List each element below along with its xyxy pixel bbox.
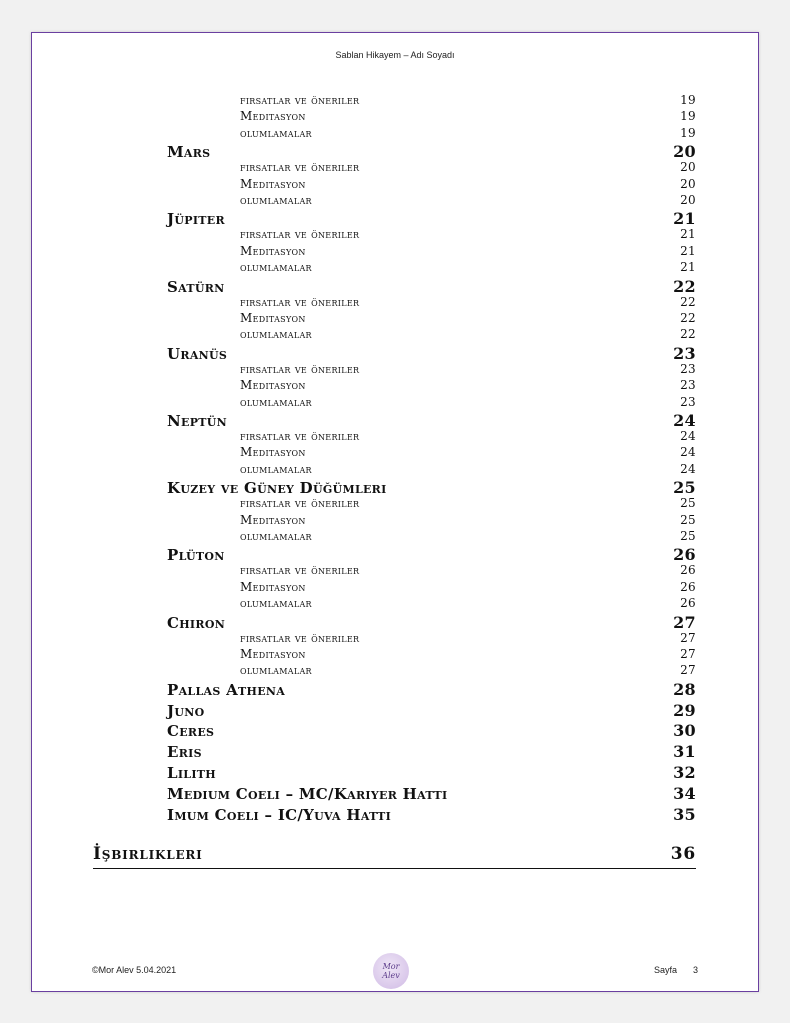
toc-entry[interactable] (240, 647, 696, 663)
toc-entry-label: olumlamalar (240, 394, 312, 409)
toc-entry-page: 22 (680, 327, 696, 342)
toc-entry-label: Pallas Athena (167, 680, 286, 699)
toc-entry[interactable] (240, 663, 696, 679)
toc-entry-label: Kuzey ve Güney Düğümleri (167, 479, 387, 498)
toc-entry[interactable] (167, 545, 696, 565)
toc-entry-page: 21 (673, 209, 696, 229)
toc-entry-page: 31 (673, 742, 696, 762)
toc-entry-label: Satürn (167, 277, 225, 296)
toc-entry[interactable] (167, 613, 696, 633)
toc-entry-page: 23 (673, 343, 696, 363)
mor-alev-logo (373, 953, 409, 989)
toc-entry-page: 26 (680, 596, 696, 611)
toc-entry-page: 29 (673, 700, 696, 720)
copyright-text: ©Mor Alev 5.04.2021 (92, 965, 177, 975)
toc-entry-label: olumlamalar (240, 461, 312, 476)
toc-entry-label: Ceres (167, 722, 215, 741)
toc-entry[interactable] (167, 701, 696, 721)
toc-entry[interactable] (240, 177, 696, 193)
toc-entry-page: 26 (673, 545, 696, 565)
toc-entry-label: olumlamalar (240, 596, 312, 611)
toc-entry-label: Meditasyon (240, 109, 306, 124)
toc-entry-page: 24 (680, 461, 696, 476)
toc-entry-page: 26 (680, 563, 696, 578)
toc-entry-label: olumlamalar (240, 125, 312, 140)
toc-entry[interactable] (240, 295, 696, 311)
toc-entry-page: 23 (680, 378, 696, 393)
toc-entry-label: fırsatlar ve öneriler (240, 93, 360, 107)
toc-entry[interactable] (240, 429, 696, 445)
toc-entry[interactable] (167, 411, 696, 431)
page-footer (32, 953, 758, 993)
toc-entry[interactable] (240, 227, 696, 243)
toc-entry-label: Plüton (167, 546, 225, 565)
toc-entry-page: 25 (680, 512, 696, 527)
toc-entry-page: 21 (680, 227, 696, 242)
toc-entry-label: İşbirlikleri (93, 844, 203, 865)
toc-entry-page: 27 (680, 630, 696, 645)
toc-entry[interactable] (167, 680, 696, 700)
toc-entry[interactable] (167, 277, 696, 297)
toc-entry-page: 22 (680, 311, 696, 325)
toc-entry-label: Eris (167, 743, 202, 762)
toc-entry[interactable] (167, 344, 696, 364)
toc-entry-label: olumlamalar (240, 529, 312, 543)
toc-entry-page: 25 (680, 496, 696, 511)
toc-entry-page: 19 (680, 109, 696, 124)
toc-entry[interactable] (240, 462, 696, 478)
toc-entry[interactable] (240, 362, 696, 378)
toc-entry-page: 30 (673, 721, 696, 741)
toc-entry-page: 19 (680, 93, 696, 107)
toc-entry[interactable] (240, 126, 696, 142)
toc-entry-label: Uranüs (167, 344, 228, 363)
toc-entry[interactable] (167, 763, 696, 783)
toc-entry[interactable] (93, 844, 696, 869)
toc-entry-label: Meditasyon (240, 176, 306, 191)
toc-entry[interactable] (240, 631, 696, 647)
page-label: Sayfa (653, 965, 677, 975)
toc-entry-label: Mars (167, 143, 211, 162)
toc-entry-page: 22 (673, 276, 696, 296)
toc-entry-page: 36 (670, 844, 696, 865)
toc-entry-label: fırsatlar ve öneriler (240, 429, 360, 443)
toc-entry-page: 20 (673, 142, 696, 162)
toc-entry-label: Meditasyon (240, 378, 306, 393)
toc-entry[interactable] (240, 445, 696, 461)
toc-entry[interactable] (240, 93, 696, 109)
toc-entry[interactable] (240, 563, 696, 579)
toc-entry-page: 28 (673, 679, 696, 699)
toc-entry[interactable] (240, 395, 696, 411)
toc-entry[interactable] (167, 721, 696, 741)
toc-entry-label: Meditasyon (240, 647, 306, 661)
toc-entry-page: 27 (680, 647, 696, 661)
toc-entry[interactable] (167, 142, 696, 162)
toc-entry-label: fırsatlar ve öneriler (240, 160, 360, 175)
toc-entry-label: Lilith (167, 764, 216, 782)
toc-entry[interactable] (167, 478, 696, 498)
toc-entry[interactable] (167, 784, 696, 804)
toc-entry[interactable] (240, 529, 696, 545)
toc-entry-page: 21 (680, 260, 696, 275)
toc-entry[interactable] (240, 244, 696, 260)
toc-entry-label: fırsatlar ve öneriler (240, 630, 360, 645)
toc-entry-label: fırsatlar ve öneriler (240, 563, 360, 578)
toc-entry-page: 21 (680, 243, 696, 258)
toc-entry[interactable] (167, 805, 696, 825)
toc-entry-label: olumlamalar (240, 260, 312, 275)
toc-entry-page: 24 (680, 445, 696, 460)
toc-entry-page: 19 (680, 125, 696, 140)
toc-entry-label: olumlamalar (240, 663, 312, 678)
toc-entry-label: Meditasyon (240, 512, 306, 527)
toc-entry-page: 26 (680, 579, 696, 594)
toc-entry[interactable] (167, 742, 696, 762)
toc-entry[interactable] (240, 596, 696, 612)
toc-entry-page: 27 (673, 612, 696, 632)
toc-entry-page: 20 (680, 193, 696, 207)
toc-entry-label: olumlamalar (240, 327, 312, 342)
toc-entry-label: fırsatlar ve öneriler (240, 496, 360, 511)
page-header: Sablan Hikayem – Adı Soyadı (335, 50, 455, 60)
toc-entry[interactable] (240, 327, 696, 343)
toc-entry-page: 24 (680, 429, 696, 443)
toc-entry-page: 25 (680, 529, 696, 543)
logo-text: Mor Alev (382, 962, 400, 980)
toc-entry[interactable] (240, 513, 696, 529)
toc-entry-page: 27 (680, 663, 696, 678)
document-page (31, 32, 759, 992)
toc-entry-label: Chiron (167, 613, 226, 632)
page-number-value: 3 (692, 965, 698, 975)
toc-entry[interactable] (240, 193, 696, 209)
toc-entry[interactable] (167, 209, 696, 229)
toc-entry-label: Meditasyon (240, 445, 306, 460)
toc-entry-label: Meditasyon (240, 243, 306, 258)
toc-entry-label: Neptün (167, 412, 227, 430)
toc-entry-page: 23 (680, 361, 696, 376)
toc-entry-label: Meditasyon (240, 311, 306, 325)
toc-entry[interactable] (240, 378, 696, 394)
page-number (654, 965, 698, 975)
toc-entry[interactable] (240, 311, 696, 327)
toc-entry-label: fırsatlar ve öneriler (240, 227, 360, 242)
toc-entry-page: 25 (673, 478, 696, 498)
toc-entry[interactable] (240, 580, 696, 596)
toc-entry-page: 20 (680, 176, 696, 191)
toc-entry-page: 20 (680, 160, 696, 175)
toc-entry-page: 32 (673, 763, 696, 782)
toc-entry-label: Juno (167, 701, 205, 720)
toc-entry-page: 23 (680, 394, 696, 409)
toc-entry-label: Meditasyon (240, 579, 306, 594)
toc-entry-label: Jüpiter (167, 210, 225, 229)
toc-entry[interactable] (240, 109, 696, 125)
toc-entry-label: Imum Coeli – IC/Yuva Hattı (167, 805, 392, 824)
toc-entry-page: 35 (673, 804, 696, 824)
toc-entry[interactable] (240, 496, 696, 512)
toc-entry-page: 22 (680, 294, 696, 309)
toc-entry-label: Medium Coeli – MC/Kariyer Hattı (167, 784, 448, 803)
toc-entry-label: olumlamalar (240, 193, 312, 207)
toc-entry[interactable] (240, 260, 696, 276)
toc-entry-page: 34 (673, 783, 696, 803)
toc-entry-label: fırsatlar ve öneriler (240, 361, 360, 376)
toc-entry-label: fırsatlar ve öneriler (240, 294, 360, 309)
toc-entry[interactable] (240, 160, 696, 176)
toc-entry-page: 24 (673, 411, 696, 430)
